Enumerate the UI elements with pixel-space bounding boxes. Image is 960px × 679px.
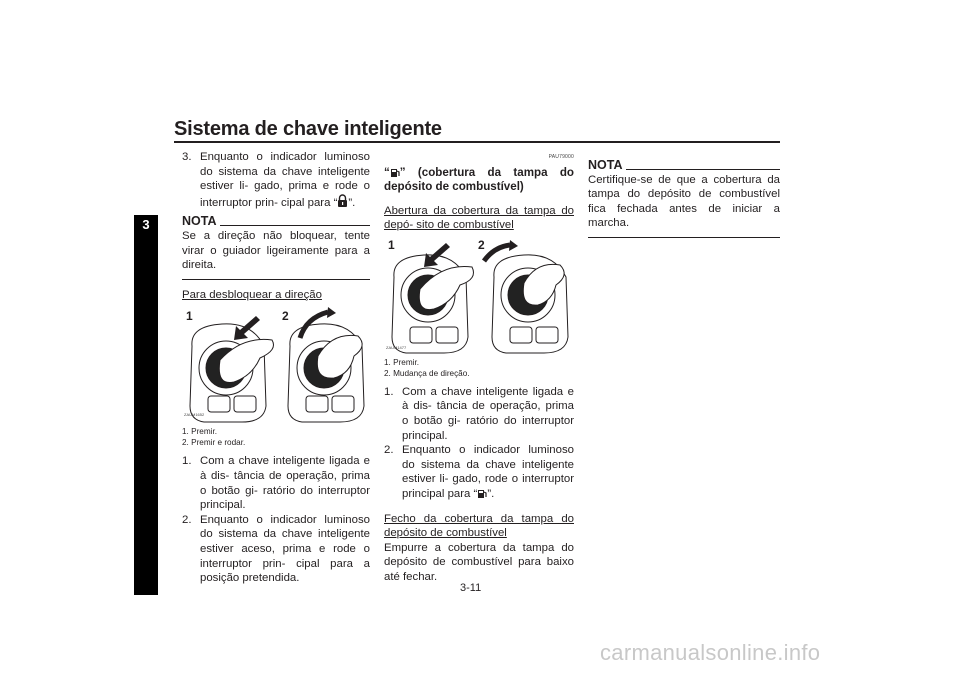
column-right	[588, 154, 780, 246]
figure-unlock	[182, 306, 370, 426]
step-text: Com a chave inteligente ligada e à dis- tância de operação, prima o botão gi- ratório do interruptor principal.	[200, 455, 370, 512]
figure-label-1: 1	[186, 309, 193, 324]
chapter-tab-number: 3	[142, 217, 150, 232]
page-title: Sistema de chave inteligente	[174, 118, 442, 140]
figure-code: ZAUM1652	[184, 412, 205, 418]
heading-text: ” (cobertura da tampa do depósito de combustível)	[384, 165, 574, 193]
steering-lock-icon	[337, 194, 348, 208]
subheading-open: Abertura da cobertura da tampa do depó- sito de combustível	[384, 204, 574, 232]
list-item	[182, 513, 370, 586]
nota-text: Certifique-se de que a cobertura da tampa do depósito de combustível fica fechada antes de iniciar a marcha.	[588, 173, 780, 230]
page-number: 3-11	[460, 582, 482, 594]
figure-label-2: 2	[282, 309, 289, 324]
subheading: Para desbloquear a direção	[182, 288, 322, 301]
chapter-tab	[134, 215, 158, 595]
subheading-close: Fecho da cobertura da tampa do depósito de combustível	[384, 512, 574, 540]
step-text-body: Enquanto o indicador luminoso do sistema da chave inteligente estiver li- gado, prima e rode o interruptor prin- cipal para “	[200, 151, 370, 209]
step-number: 2.	[384, 444, 394, 457]
switch-illustration	[384, 237, 574, 357]
heading-open-quote: “	[384, 165, 390, 179]
column-middle	[384, 150, 574, 585]
caption-2: 2. Mudança de direção.	[384, 368, 470, 378]
fuel-cap-icon	[390, 166, 400, 178]
step-text	[200, 150, 370, 210]
close-text: Empurre a cobertura da tampa do depósito de combustível para baixo até fechar.	[384, 541, 574, 583]
figure-fuel-cap	[384, 237, 574, 357]
caption-1: 1. Premir.	[182, 427, 218, 437]
step-number: 1.	[182, 455, 192, 468]
fuel-cap-icon	[477, 487, 487, 499]
step-text-end: ”.	[348, 196, 356, 209]
nota-rule	[626, 169, 781, 170]
caption-1: 1. Premir.	[384, 357, 420, 367]
step-text-end: ”.	[487, 487, 495, 500]
step-text-body: Enquanto o indicador luminoso do sistema da chave inteligente estiver li- gado, rode o interruptor principal para “	[402, 444, 574, 500]
step-text: Enquanto o indicador luminoso do sistema da chave inteligente estiver aceso, prima e rode o interruptor prin- cipal para a posição pretendida.	[200, 513, 370, 585]
nota-label: NOTA	[182, 214, 217, 229]
nota-end-rule	[588, 237, 780, 238]
list-item	[182, 150, 370, 210]
nota-heading	[588, 158, 780, 173]
caption-2: 2. Premir e rodar.	[182, 438, 246, 448]
nota-heading	[182, 214, 370, 229]
step-text	[402, 443, 574, 501]
switch-illustration	[182, 306, 370, 426]
nota-rule	[220, 225, 371, 226]
step-text: Com a chave inteligente ligada e à dis- tância de operação, prima o botão gi- ratório do interruptor principal.	[402, 385, 574, 442]
step-number: 3.	[182, 151, 192, 163]
figure-code: ZAUM1477	[386, 344, 407, 350]
figure-label-2: 2	[478, 237, 485, 252]
step-number: 1.	[384, 385, 394, 398]
list-item	[384, 443, 574, 501]
nota-text: Se a direção não bloquear, tente virar o guiador ligeiramente para a direita.	[182, 229, 370, 272]
section-code: PAU79000	[548, 154, 574, 160]
figure-label-1: 1	[388, 237, 395, 252]
column-left	[182, 150, 370, 586]
watermark: carmanualsonline.info	[600, 640, 821, 665]
step-number: 2.	[182, 513, 192, 526]
section-heading	[384, 166, 574, 194]
nota-label: NOTA	[588, 158, 623, 172]
title-rule	[174, 141, 780, 143]
list-item	[384, 385, 574, 443]
nota-end-rule	[182, 279, 370, 280]
list-item	[182, 454, 370, 512]
